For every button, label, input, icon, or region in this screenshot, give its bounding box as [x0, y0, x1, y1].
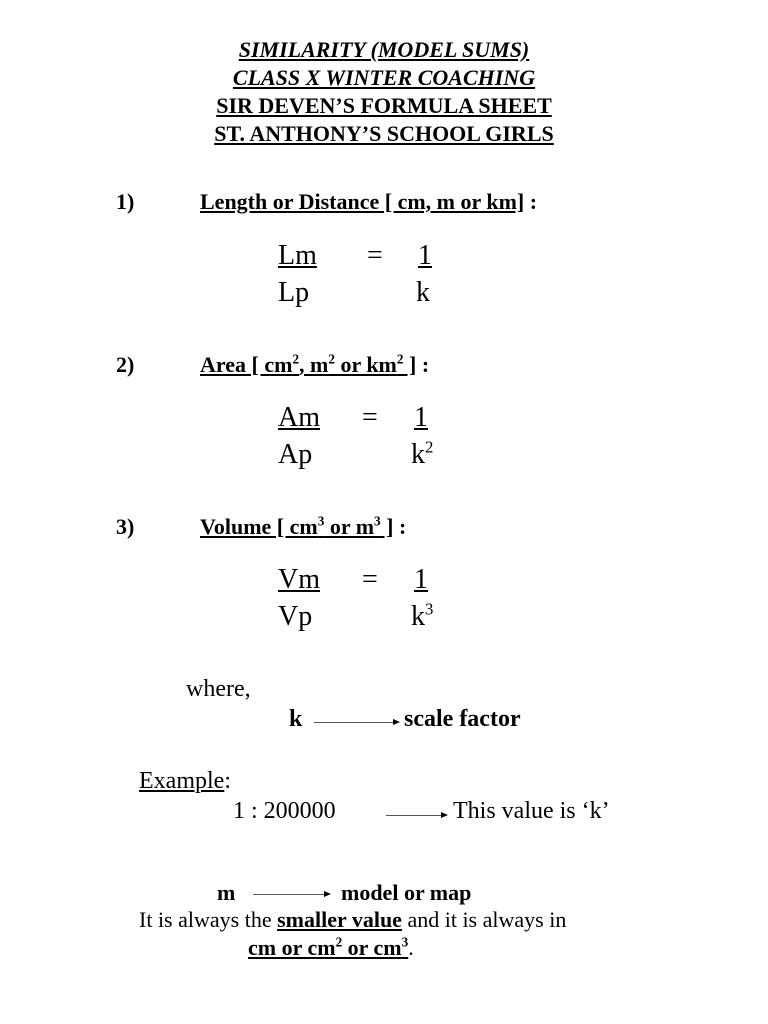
example-arrow-icon [386, 815, 446, 816]
section-1-title-text: Length or Distance [ cm, m or km] [200, 189, 525, 214]
section-3-denominator-right: $k^3$ [411, 599, 434, 632]
section-1-numerator-left: Lm [278, 240, 317, 271]
section-1-equals: = [367, 240, 383, 271]
section-3-number: 3) [116, 514, 135, 539]
section-1-number: 1) [116, 189, 135, 214]
section-2-number: 2) [116, 352, 135, 377]
model-arrow-icon [253, 894, 329, 895]
where-label: where, [186, 676, 251, 702]
section-3-title-text: Volume [ $cm^3$ or $m^3$ ] [200, 513, 394, 539]
section-3-title [200, 514, 406, 540]
example-note: This value is ‘k’ [453, 798, 610, 824]
section-3-colon: : [393, 514, 407, 539]
section-2-numerator-right: 1 [414, 402, 428, 433]
model-sentence: It is always the smaller value and it is always in [139, 907, 567, 932]
header-title: SIMILARITY (MODEL SUMS) [238, 37, 530, 62]
where-arrow-icon [314, 722, 398, 723]
section-1-colon: : [524, 189, 538, 214]
where-meaning: scale factor [404, 706, 521, 732]
section-3-numerator-right: 1 [414, 564, 428, 595]
header-class: CLASS X WINTER COACHING [232, 65, 536, 90]
section-2-title-text: Area [ $cm^2$, $m^2$ or $km^2$ ] [200, 351, 417, 377]
example-label: Example: [139, 768, 231, 794]
model-meaning: model or map [341, 880, 472, 905]
section-1-numerator-right: 1 [418, 240, 432, 271]
section-3-equals: = [362, 564, 378, 595]
header-author: SIR DEVEN’S FORMULA SHEET [216, 93, 552, 118]
section-2-equals: = [362, 402, 378, 433]
section-2-numerator-left: Am [278, 402, 320, 433]
section-2-denominator-right: $k^2$ [411, 437, 434, 470]
model-symbol: m [217, 880, 236, 905]
where-symbol: k [289, 706, 303, 732]
section-2-title [200, 352, 429, 378]
header-school: ST. ANTHONY’S SCHOOL GIRLS [214, 121, 554, 146]
section-1-denominator-right: k [416, 277, 430, 308]
document-header [0, 36, 768, 148]
section-2-colon: : [416, 352, 430, 377]
model-units: cm or $cm^2$ or $cm^3$. [248, 934, 414, 960]
example-ratio: 1 : 200000 [233, 798, 336, 824]
section-3-numerator-left: Vm [278, 564, 320, 595]
model-sentence-emphasis: smaller value [277, 907, 402, 932]
section-1-denominator-left: Lp [278, 277, 310, 308]
section-3-denominator-left: Vp [278, 601, 313, 632]
section-1-title [200, 189, 537, 215]
section-2-denominator-left: Ap [278, 439, 313, 470]
